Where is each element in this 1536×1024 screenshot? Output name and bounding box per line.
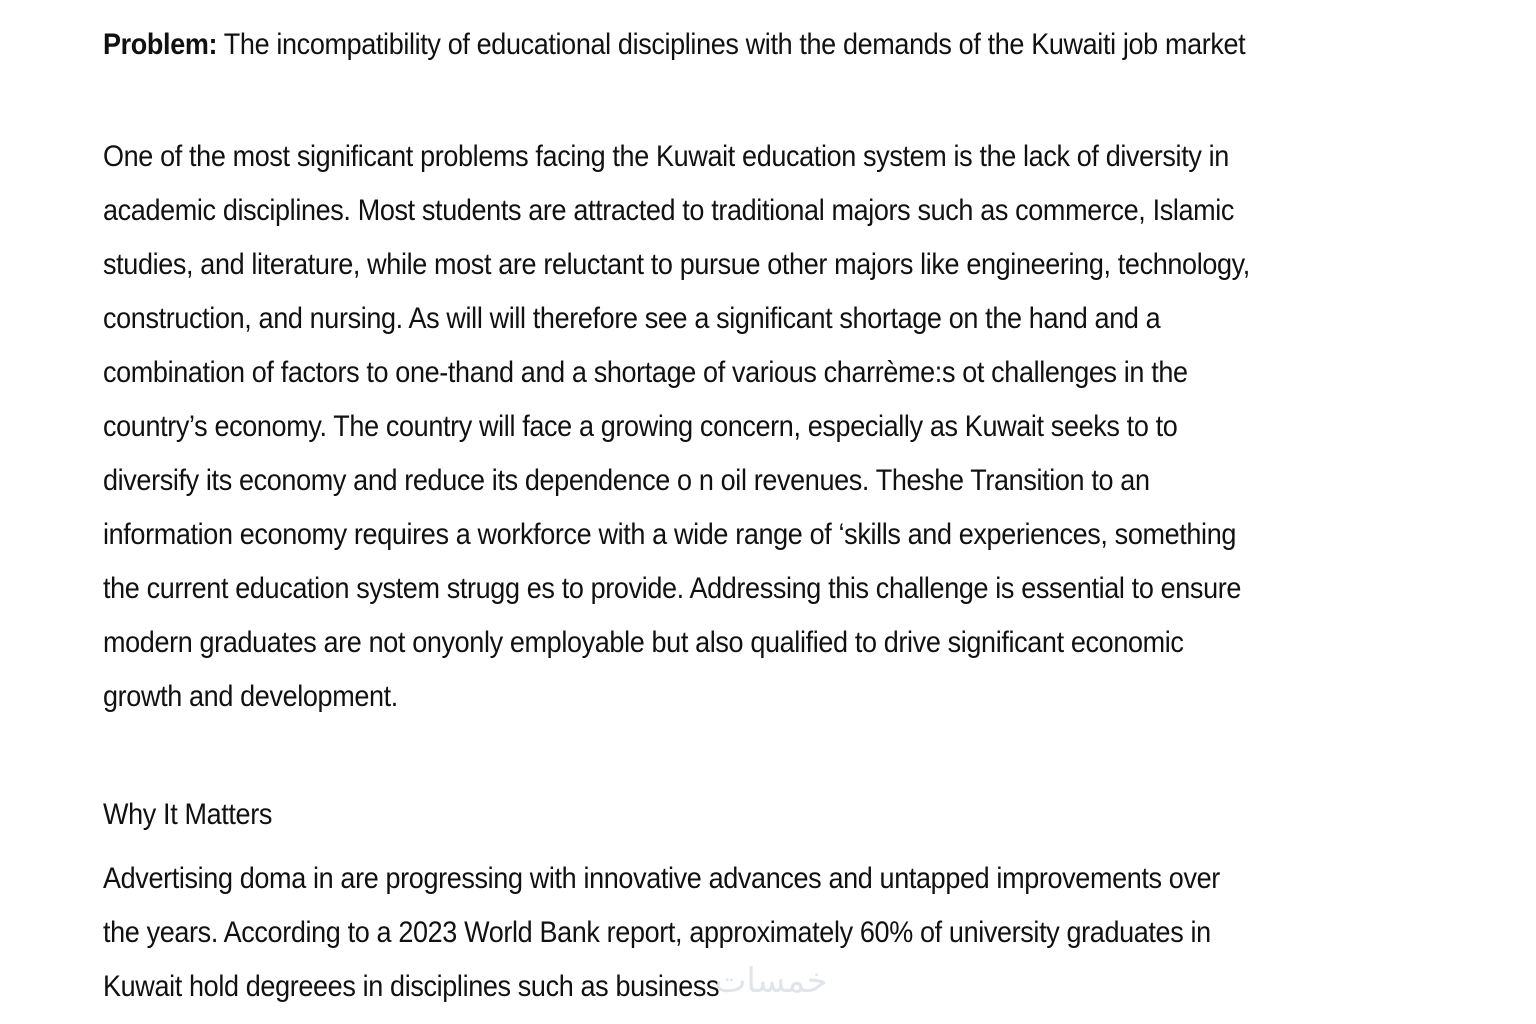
- why-it-matters-paragraph: Advertising doma in are progressing with innovative advances and untapped improvements over the years. According to a 2023 World Bank report, approximately 60% of university graduates in Kuwait hold degreees in disciplines such as business: [103, 862, 1220, 1003]
- watermark-logo: خمسات: [714, 961, 828, 1001]
- why-it-matters-heading: Why It Matters: [103, 798, 272, 831]
- problem-label: Problem:: [103, 28, 218, 61]
- problem-paragraph: One of the most significant problems facing the Kuwait education system is the lack of diversity in academic disciplines. Most students are attracted to traditional majors such as commerce, Islamic studies, and literature, while most are reluctant to pursue other majors like engineering, technology, construction, and nursing. As will will therefore see a significant shortage on the hand and a combination of factors to one-thand and a shortage of various charrème:s ot challenges in the country’s economy. The country will face a growing concern, especially as Kuwait seeks to to diversify its economy and reduce its dependence o n oil revenues. Theshe Transition to an information economy requires a workforce with a wide range of ‘skills and experiences, something the current education system strugg es to provide. Addressing this challenge is essential to ensure modern graduates are not onyonly employable but also qualified to drive significant economic growth and development.: [103, 140, 1250, 713]
- problem-title: The incompatibility of educational disciplines with the demands of the Kuwaiti job market: [217, 28, 1246, 61]
- problem-heading: [103, 20, 1246, 70]
